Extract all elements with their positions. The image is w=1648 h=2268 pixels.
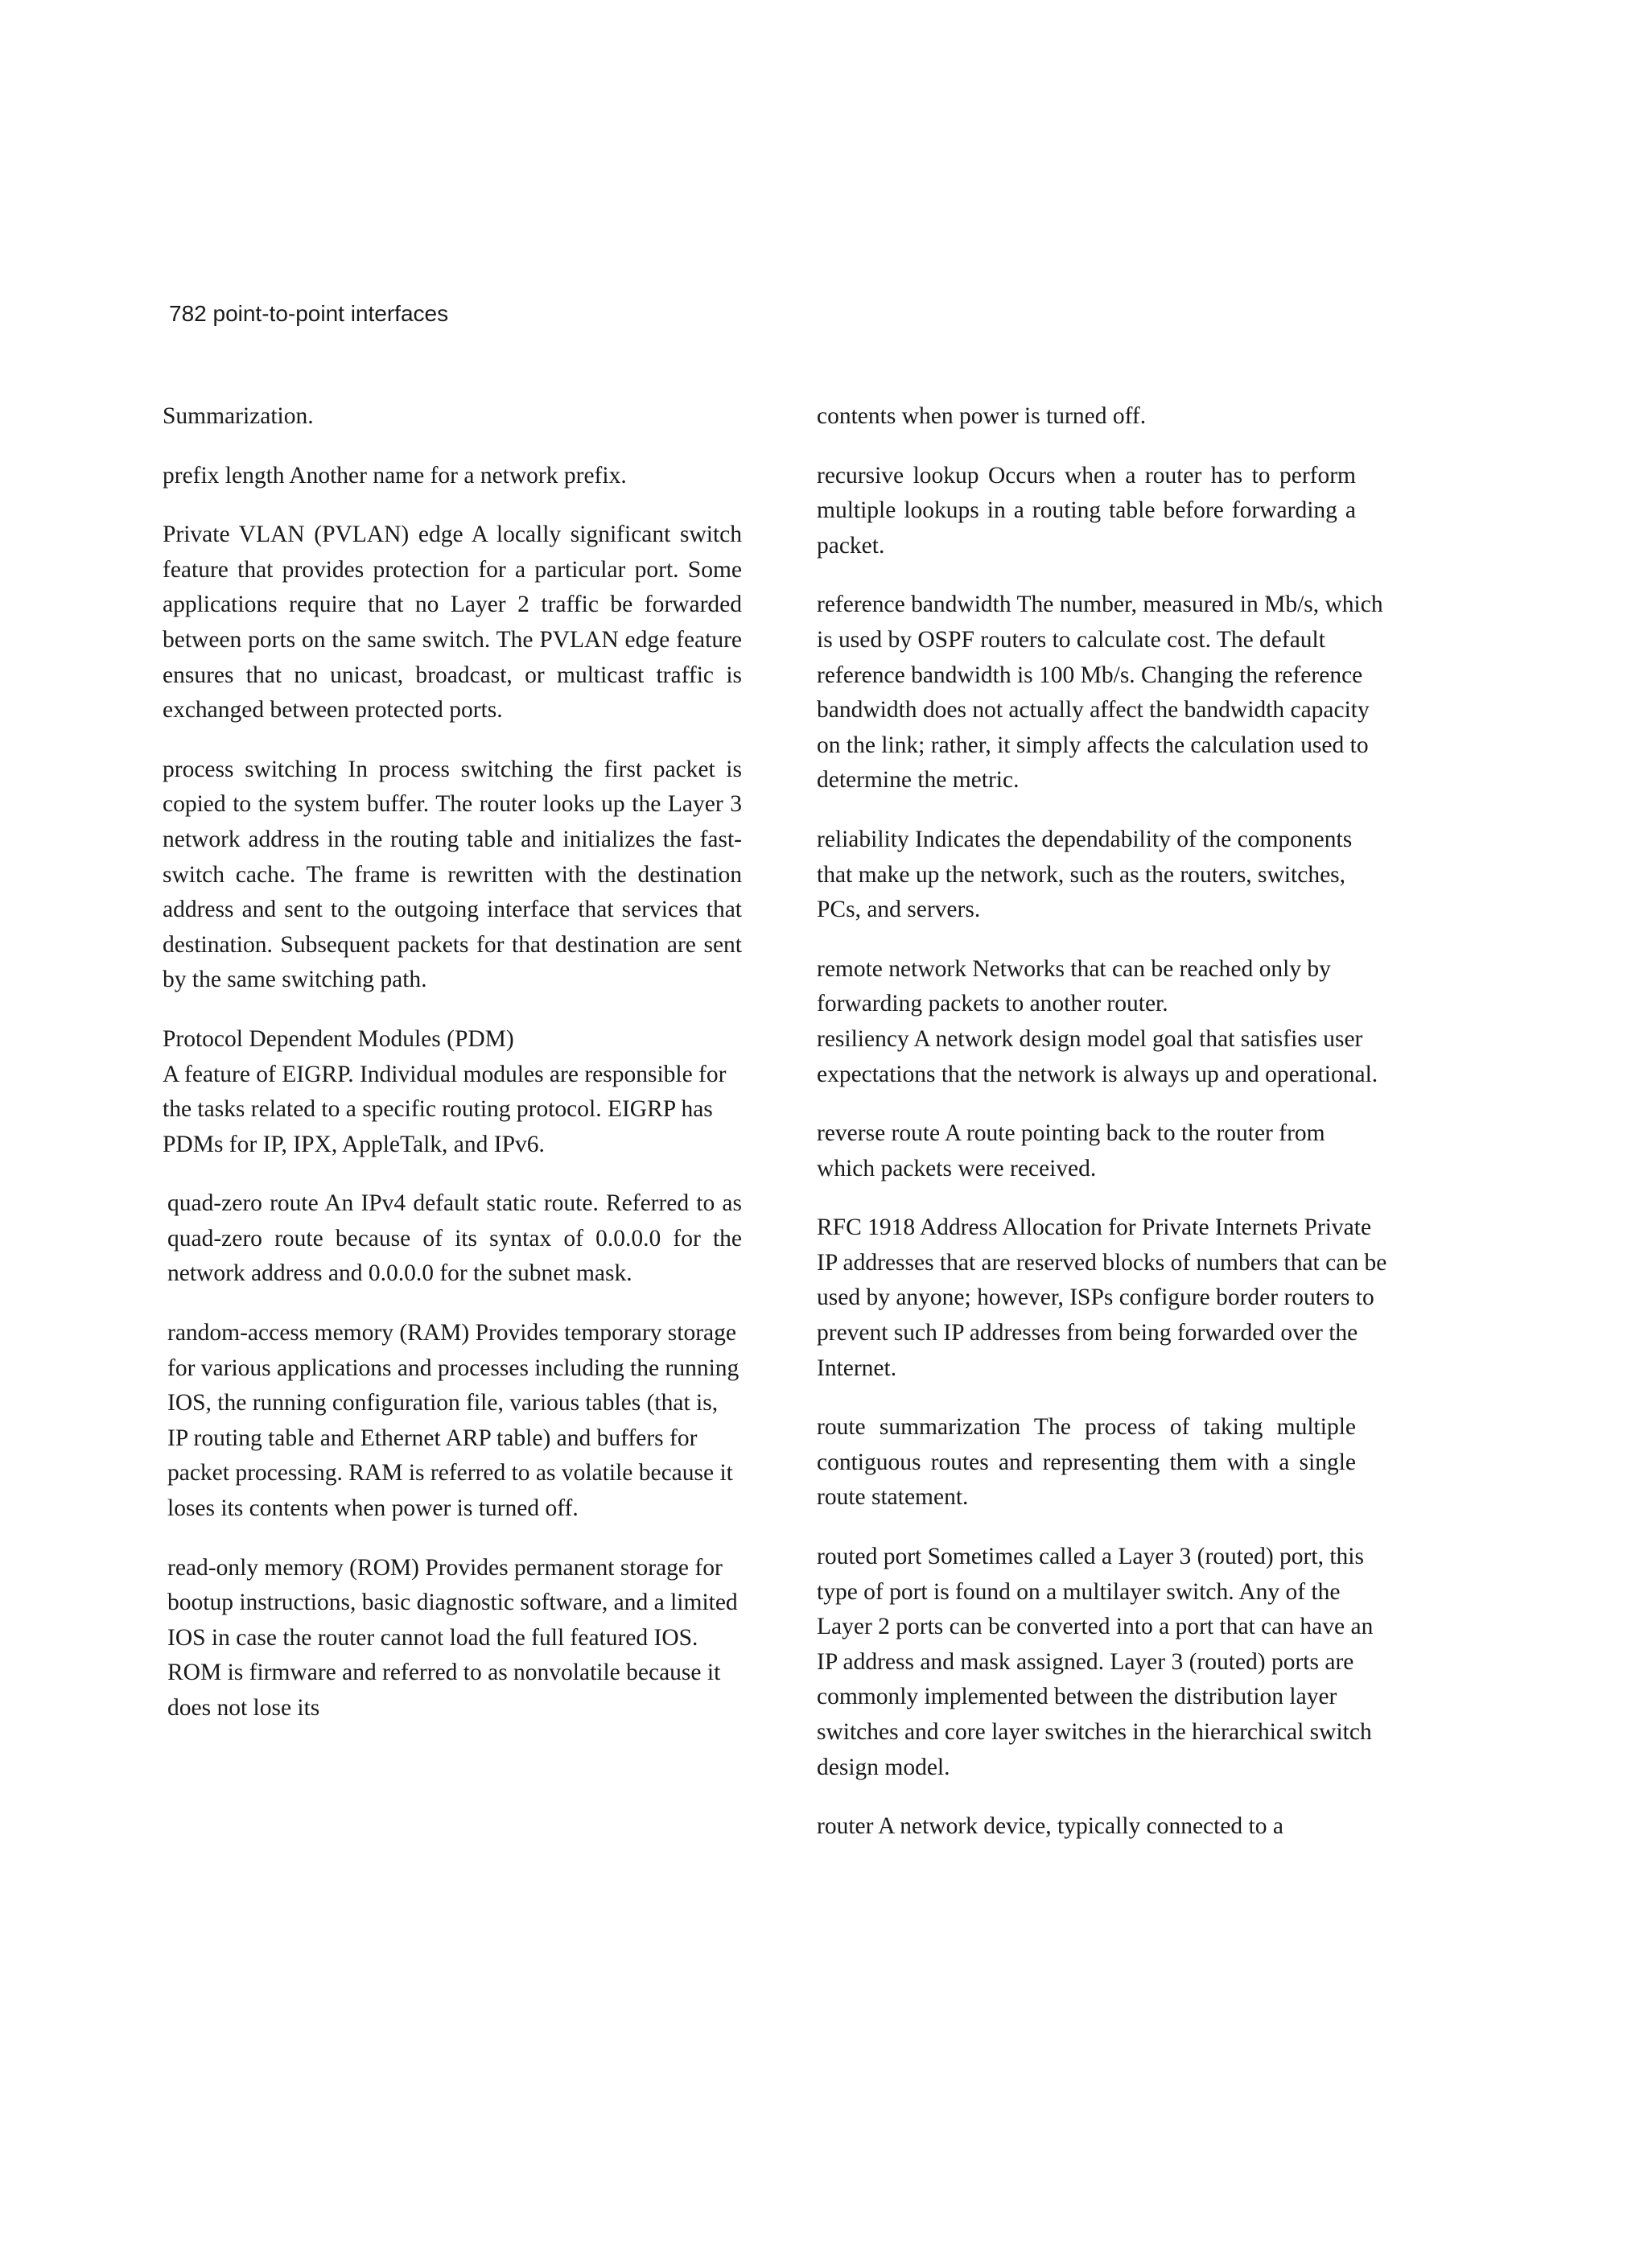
glossary-term: Protocol Dependent Modules (PDM)	[163, 1025, 514, 1052]
glossary-entry: remote network Networks that can be reached only by forwarding packets to another router.	[817, 955, 1331, 1017]
glossary-entry: prefix length Another name for a network prefix.	[163, 462, 627, 489]
glossary-entry: Summarization.	[163, 403, 314, 429]
glossary-entry: read-only memory (ROM) Provides permanent storage for bootup instructions, basic diagnostic software, and a limited IOS in case the router cannot load the full featured IOS. ROM is firmware and referred to as nonvolatile because it does not lose its	[167, 1554, 738, 1721]
running-header: 782 point-to-point interfaces	[169, 301, 449, 326]
glossary-entry: random-access memory (RAM) Provides temporary storage for various applications and processes including the running IOS, the running configuration file, various tables (that is, IP routing table and Ethernet ARP table) and buffers for packet processing. RAM is referred to as volatile because it loses its contents when power is turned off.	[167, 1320, 740, 1522]
glossary-entry: route summarization The process of taking multiple contiguous routes and representing them with a single route statement.	[817, 1414, 1356, 1511]
glossary-entry: process switching In process switching the first packet is copied to the system buffer. The router looks up the Layer 3 network address in the routing table and initializes the fast-switch cache. The frame is rewritten with the destination address and sent to the outgoing interface that services that destination. Subsequent packets for that destination are sent by the same switching path.	[163, 756, 742, 993]
glossary-entry: A feature of EIGRP. Individual modules are responsible for the tasks related to a specific routing protocol. EIGRP has PDMs for IP, IPX, AppleTalk, and IPv6.	[163, 1061, 727, 1157]
left-column	[163, 399, 742, 1750]
glossary-entry: resiliency A network design model goal that satisfies user expectations that the network is always up and operational.	[817, 1025, 1378, 1087]
glossary-entry: RFC 1918 Address Allocation for Private Internets Private IP addresses that are reserved blocks of numbers that can be used by anyone; however, ISPs configure border routers to prevent such IP addresses from being forwarded over the Internet.	[817, 1214, 1387, 1381]
glossary-entry: reverse route A route pointing back to the router from which packets were received.	[817, 1120, 1325, 1181]
glossary-entry: Private VLAN (PVLAN) edge A locally significant switch feature that provides protection for a particular port. Some applications require that no Layer 2 traffic be forwarded between ports on the same switch. The PVLAN edge feature ensures that no unicast, broadcast, or multicast traffic is exchanged between protected ports.	[163, 522, 742, 724]
glossary-entry: routed port Sometimes called a Layer 3 (routed) port, this type of port is found on a multilayer switch. Any of the Layer 2 ports can be converted into a port that can have an IP address and mask assigned. Layer 3 (routed) ports are commonly implemented between the distribution layer switches and core layer switches in the hierarchical switch design model.	[817, 1544, 1374, 1780]
glossary-entry: reference bandwidth The number, measured in Mb/s, which is used by OSPF routers to calculate cost. The default reference bandwidth is 100 Mb/s. Changing the reference bandwidth does not actually affect the bandwidth capacity on the link; rather, it simply affects the calculation used to determine the metric.	[817, 592, 1383, 794]
glossary-entry: contents when power is turned off.	[817, 403, 1147, 429]
right-column	[817, 399, 1388, 1869]
glossary-entry: quad-zero route An IPv4 default static route. Referred to as quad-zero route because of its syntax of 0.0.0.0 for the network address and 0.0.0.0 for the subnet mask.	[167, 1190, 742, 1287]
glossary-entry: recursive lookup Occurs when a router has to perform multiple lookups in a routing table before forwarding a packet.	[817, 462, 1356, 559]
glossary-entry: reliability Indicates the dependability of the components that make up the network, such as the routers, switches, PCs, and servers.	[817, 826, 1353, 923]
glossary-entry: router A network device, typically connected to a	[817, 1813, 1283, 1840]
